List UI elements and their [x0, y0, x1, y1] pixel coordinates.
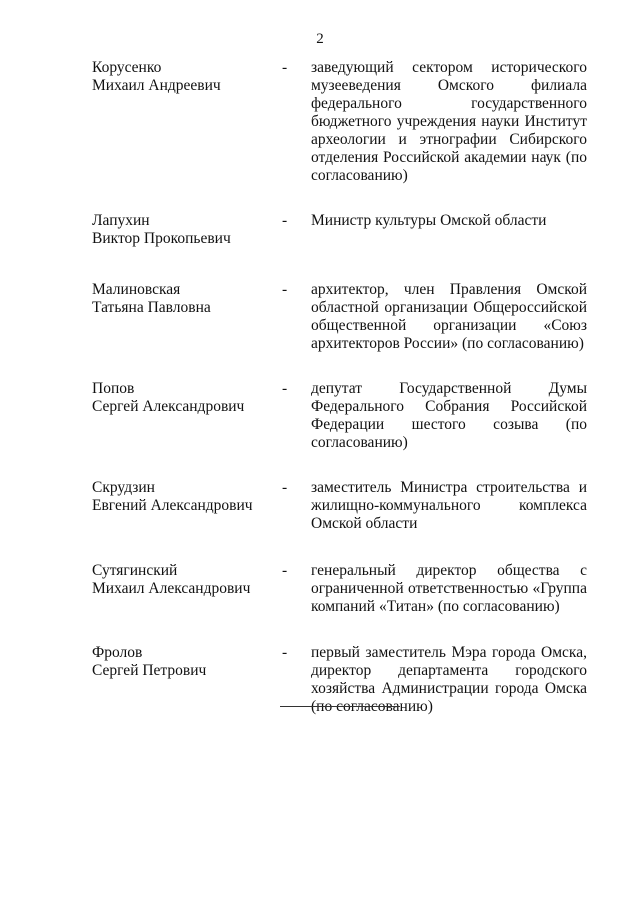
member-name [92, 380, 282, 416]
member-surname: Скрудзин [92, 479, 155, 496]
member-entry [92, 212, 592, 248]
dash-separator: - [282, 562, 288, 579]
member-role: генеральный директор общества с ограниченной ответственностью «Группа компаний «Титан» (по согласованию) [311, 562, 587, 615]
dash-separator: - [282, 281, 288, 298]
dash-separator: - [282, 59, 288, 76]
member-name [92, 562, 282, 598]
member-surname: Сутягинский [92, 562, 178, 579]
member-role: архитектор, член Правления Омской областной организации Общероссийской общественной организации «Союз архитекторов России» (по согласованию) [311, 281, 587, 352]
member-name [92, 644, 282, 680]
member-entry [92, 380, 592, 452]
member-surname: Лапухин [92, 212, 150, 229]
member-given-names: Михаил Александрович [92, 580, 251, 597]
member-entry [92, 281, 592, 353]
page-number: 2 [316, 31, 324, 47]
member-role: Министр культуры Омской области [311, 212, 547, 229]
member-surname: Корусенко [92, 59, 162, 76]
member-given-names: Сергей Александрович [92, 398, 245, 415]
member-entry [92, 562, 592, 616]
member-list [92, 59, 592, 716]
member-name [92, 212, 282, 248]
member-surname: Фролов [92, 644, 143, 661]
dash-separator: - [282, 212, 288, 229]
member-given-names: Сергей Петрович [92, 662, 207, 679]
member-given-names: Виктор Прокопьевич [92, 230, 231, 247]
member-given-names: Михаил Андреевич [92, 77, 221, 94]
member-surname: Попов [92, 380, 135, 397]
member-role: депутат Государственной Думы Федерального Собрания Российской Федерации шестого созыва (по согласованию) [311, 380, 587, 451]
member-role: первый заместитель Мэра города Омска, директор департамента городского хозяйства Администрации города Омска (по согласованию) [311, 644, 587, 715]
dash-separator: - [282, 479, 288, 496]
member-surname: Малиновская [92, 281, 181, 298]
member-given-names: Татьяна Павловна [92, 299, 211, 316]
member-name [92, 479, 282, 515]
member-entry [92, 479, 592, 533]
member-name [92, 59, 282, 95]
member-given-names: Евгений Александрович [92, 497, 253, 514]
end-of-list-rule [280, 706, 400, 707]
member-name [92, 281, 282, 317]
member-entry [92, 59, 592, 185]
dash-separator: - [282, 644, 288, 661]
member-role: заместитель Министра строительства и жилищно-коммунального комплекса Омской области [311, 479, 587, 532]
dash-separator: - [282, 380, 288, 397]
member-role: заведующий сектором исторического музееведения Омского филиала федерального государственного бюджетного учреждения науки Институт археологии и этнографии Сибирского отделения Российской академии наук (по согласованию) [311, 59, 587, 184]
